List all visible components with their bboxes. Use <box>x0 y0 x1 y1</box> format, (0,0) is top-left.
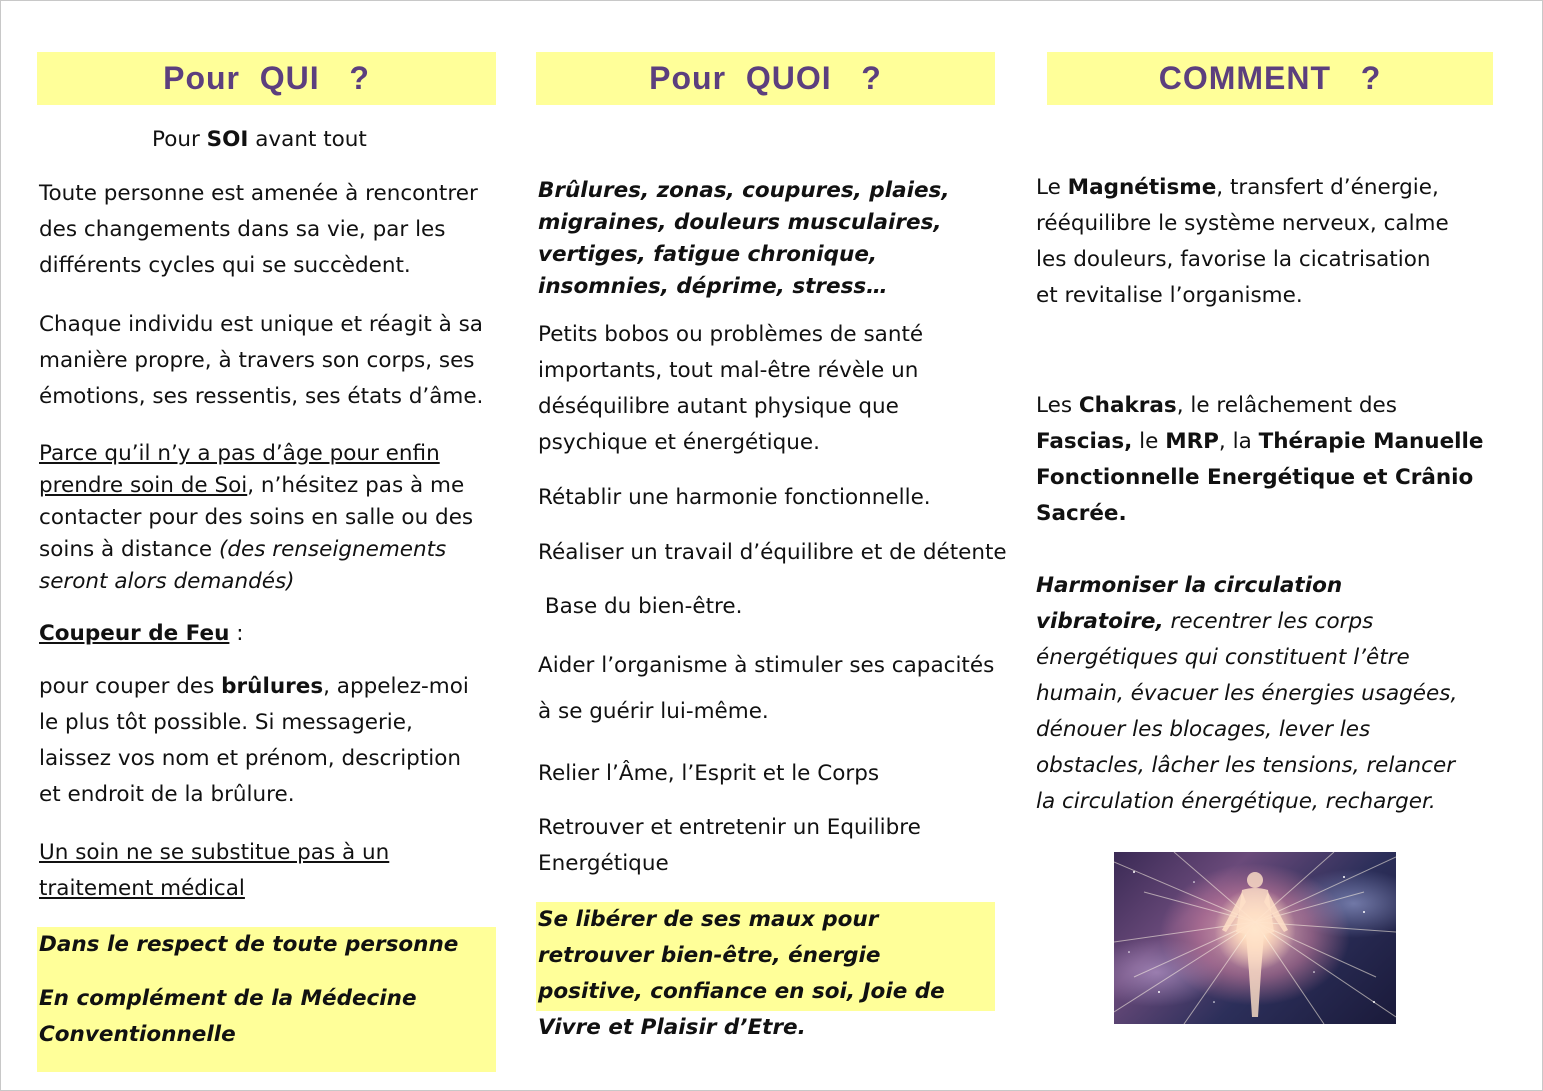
col2-relier: Relier l’Âme, l’Esprit et le Corps <box>538 761 880 786</box>
header-comment: COMMENT ? <box>1047 52 1493 105</box>
box-complement: En complément de la Médecine Conventionnelle <box>39 986 417 1047</box>
col1-paragraph-individu: Chaque individu est unique et réagit à sa manière propre, à travers son corps, ses émotions, ses ressentis, ses états d’âme. <box>39 312 484 409</box>
col1-paragraph-changes: Toute personne est amenée à rencontrer des changements dans sa vie, par les différents cycles qui se succèdent. <box>39 181 478 278</box>
col3-chakras <box>1036 388 1496 532</box>
header-pour-qui: Pour QUI ? <box>37 52 496 105</box>
header-pour-quoi: Pour QUOI ? <box>536 52 995 105</box>
cosmic-energy-image <box>1114 852 1396 1024</box>
magnetisme-pre: Le <box>1036 175 1068 200</box>
col1-paragraph-brulures <box>39 669 489 813</box>
harmoniser-bold: Harmoniser la circulation vibratoire, <box>1036 573 1343 634</box>
harmoniser-italic: recentrer les corps énergétiques qui constituent l’être humain, évacuer les énergies usagées, dénouer les blocages, lever les obstacles, lâcher les tensions, relancer la circulation énergétique, recharger. <box>1036 609 1458 814</box>
col1-yellow-box <box>37 927 496 1072</box>
coupeur-colon: : <box>229 621 244 646</box>
col2-base: Base du bien-être. <box>538 594 743 619</box>
col2-harmonie: Rétablir une harmonie fonctionnelle. <box>538 485 931 510</box>
brulures-pre: pour couper des <box>39 674 222 699</box>
magnetisme-bold: Magnétisme <box>1067 175 1217 200</box>
intro-pour-soi <box>152 122 367 158</box>
col2-aider: Aider l’organisme à stimuler ses capacités à se guérir lui-même. <box>538 653 995 724</box>
intro-pre: Pour <box>152 127 207 152</box>
coupeur-label: Coupeur de Feu <box>39 621 230 646</box>
col2-equilibre: Réaliser un travail d’équilibre et de détente <box>538 540 1007 565</box>
chakras-b: Chakras <box>1078 393 1177 418</box>
chakras-h: Thérapie Manuelle Fonctionnelle Energétique et Crânio Sacrée. <box>1036 429 1484 526</box>
col3-harmoniser <box>1036 568 1476 820</box>
col2-symptoms: Brûlures, zonas, coupures, plaies, migraines, douleurs musculaires, vertiges, fatigue chronique, insomnies, déprime, stress… <box>538 178 950 299</box>
chakras-c: , le relâchement des <box>1176 393 1397 418</box>
col1-paragraph-contact <box>39 438 489 598</box>
box-respect: Dans le respect de toute personne <box>39 932 459 957</box>
box-liberer: Se libérer de ses maux pour retrouver bien-être, énergie positive, confiance en soi, Joie de Vivre et Plaisir d’Etre. <box>538 907 945 1040</box>
chakras-e: le <box>1132 429 1166 454</box>
brulures-bold: brûlures <box>221 674 324 699</box>
col2-yellow-box <box>536 902 995 1040</box>
brulures-post: , appelez-moi le plus tôt possible. Si messagerie, laissez vos nom et prénom, description et endroit de la brûlure. <box>39 674 469 807</box>
chakras-a: Les <box>1036 393 1079 418</box>
contact-underlined: Parce qu’il n’y a pas d’âge pour enfin prendre soin de Soi <box>39 441 440 498</box>
col2-retrouver: Retrouver et entretenir un Equilibre Energétique <box>538 815 921 876</box>
contact-rest: , n’hésitez pas à me contacter pour des soins en salle ou des soins à distance <box>39 473 474 562</box>
intro-soi: SOI <box>206 127 249 152</box>
contact-italic: (des renseignements seront alors demandés) <box>39 537 447 594</box>
intro-post: avant tout <box>248 127 367 152</box>
col2-paragraph-bobos: Petits bobos ou problèmes de santé importants, tout mal-être révèle un déséquilibre autant physique que psychique et énergétique. <box>538 322 924 455</box>
chakras-f: MRP <box>1165 429 1219 454</box>
magnetisme-post: , transfert d’énergie, rééquilibre le système nerveux, calme les douleurs, favorise la cicatrisation et revitalise l’organisme. <box>1036 175 1449 308</box>
col1-disclaimer: Un soin ne se substitue pas à un traitement médical <box>39 840 390 901</box>
col3-magnetisme <box>1036 170 1456 314</box>
chakras-d: Fascias, <box>1036 429 1133 454</box>
coupeur-de-feu-heading <box>39 616 489 652</box>
chakras-g: , la <box>1218 429 1259 454</box>
